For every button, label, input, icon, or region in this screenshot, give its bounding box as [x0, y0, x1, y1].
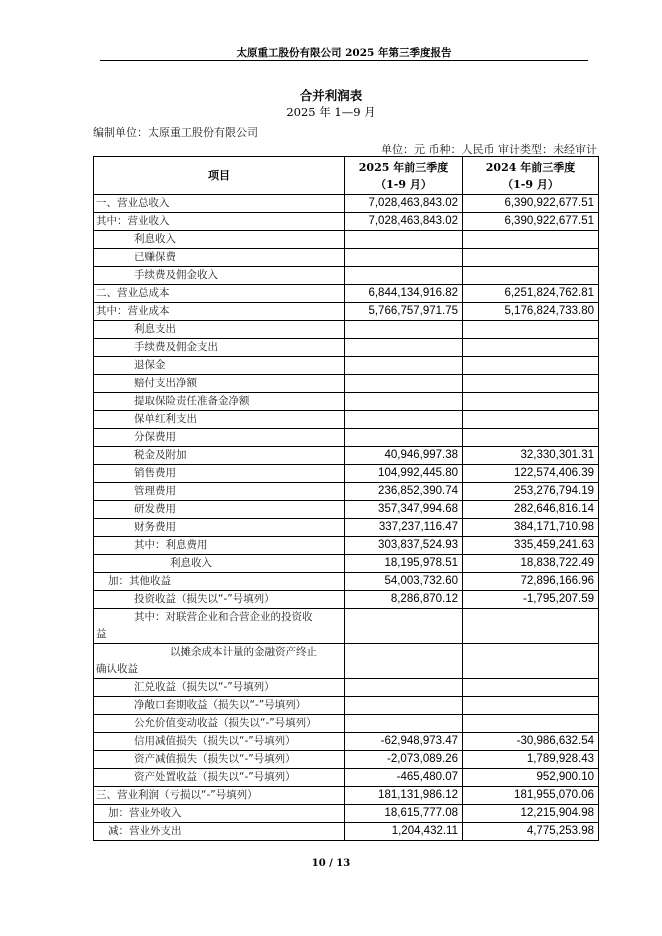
row-value-2025: 181,131,986.12 [345, 787, 463, 805]
row-item-label-line1: 以摊余成本计量的金融资产终止 [170, 646, 317, 658]
row-value-2024: 6,390,922,677.51 [463, 213, 599, 231]
row-item-label: 净敞口套期收益（损失以“-”号填列） [94, 697, 345, 715]
row-item-label: 三、营业利润（亏损以“-”号填列） [94, 787, 345, 805]
row-value-2024: 384,171,710.98 [463, 519, 599, 537]
row-item-label: 退保金 [94, 357, 345, 375]
row-value-2024 [463, 715, 599, 733]
table-row [94, 375, 599, 393]
table-row [94, 231, 599, 249]
row-value-2024 [463, 411, 599, 429]
table-row [94, 679, 599, 697]
row-value-2025 [345, 679, 463, 697]
row-value-2024 [463, 339, 599, 357]
row-value-2024: 4,775,253.98 [463, 823, 599, 841]
row-value-2024 [463, 375, 599, 393]
table-row [94, 465, 599, 483]
row-value-2025 [345, 609, 463, 644]
row-item-label: 利息收入 [94, 555, 345, 573]
row-value-2025: 104,992,445.80 [345, 465, 463, 483]
row-item-label: 研发费用 [94, 501, 345, 519]
row-value-2024 [463, 393, 599, 411]
table-row [94, 249, 599, 267]
row-value-2025: 54,003,732.60 [345, 573, 463, 591]
row-item-label: 财务费用 [94, 519, 345, 537]
table-row [94, 537, 599, 555]
row-item-label: 公允价值变动收益（损失以“-”号填列） [94, 715, 345, 733]
row-item-label [94, 609, 345, 644]
income-statement-table [93, 156, 599, 841]
table-row [94, 644, 599, 679]
row-value-2024: 253,276,794.19 [463, 483, 599, 501]
table-row [94, 213, 599, 231]
table-row [94, 483, 599, 501]
row-item-label: 资产处置收益（损失以“-”号填列） [94, 769, 345, 787]
row-value-2025 [345, 267, 463, 285]
table-row [94, 321, 599, 339]
table-row [94, 357, 599, 375]
row-value-2024: -30,986,632.54 [463, 733, 599, 751]
row-item-label-line1: 其中：对联营企业和合营企业的投资收 [134, 611, 313, 623]
row-item-label: 赔付支出净额 [94, 375, 345, 393]
table-row [94, 447, 599, 465]
row-item-label: 信用减值损失（损失以“-”号填列） [94, 733, 345, 751]
row-value-2025 [345, 249, 463, 267]
statement-period: 2025 年 1—9 月 [286, 105, 376, 119]
header-item-label: 项目 [208, 169, 230, 182]
row-value-2025: 7,028,463,843.02 [345, 213, 463, 231]
table-row [94, 609, 599, 644]
row-value-2024: 5,176,824,733.80 [463, 303, 599, 321]
table-row [94, 805, 599, 823]
row-value-2024 [463, 231, 599, 249]
row-value-2024: 72,896,166.96 [463, 573, 599, 591]
row-value-2024: 282,646,816.14 [463, 501, 599, 519]
header-rule [100, 60, 588, 61]
row-value-2024 [463, 267, 599, 285]
header-2025-line2: （1-9 月） [375, 177, 432, 191]
row-item-label: 已赚保费 [94, 249, 345, 267]
row-item-label: 销售费用 [94, 465, 345, 483]
table-row [94, 769, 599, 787]
row-value-2025: 40,946,997.38 [345, 447, 463, 465]
table-row [94, 501, 599, 519]
row-value-2024 [463, 697, 599, 715]
row-value-2025 [345, 339, 463, 357]
row-item-label: 一、营业总收入 [94, 195, 345, 213]
row-item-label: 手续费及佣金支出 [94, 339, 345, 357]
table-row [94, 519, 599, 537]
row-value-2024: 32,330,301.31 [463, 447, 599, 465]
row-item-label: 其中：营业收入 [94, 213, 345, 231]
table-row [94, 591, 599, 609]
row-value-2025 [345, 429, 463, 447]
row-item-label: 其中：利息费用 [94, 537, 345, 555]
table-row [94, 555, 599, 573]
row-value-2025: -465,480.07 [345, 769, 463, 787]
row-value-2024 [463, 679, 599, 697]
running-header: 太原重工股份有限公司 2025 年第三季度报告 [236, 47, 452, 59]
table-body [94, 195, 599, 841]
row-value-2025: 18,195,978.51 [345, 555, 463, 573]
page-number: 10 / 13 [311, 858, 351, 869]
row-value-2025 [345, 697, 463, 715]
compiling-entity: 编制单位：太原重工股份有限公司 [93, 126, 258, 139]
table-row [94, 697, 599, 715]
row-value-2025: 7,028,463,843.02 [345, 195, 463, 213]
table-row [94, 787, 599, 805]
table-row [94, 411, 599, 429]
row-value-2025: 357,347,994.68 [345, 501, 463, 519]
row-value-2025: 5,766,757,971.75 [345, 303, 463, 321]
row-item-label: 利息收入 [94, 231, 345, 249]
row-value-2024: 6,390,922,677.51 [463, 195, 599, 213]
row-value-2024 [463, 644, 599, 679]
row-item-label: 加：营业外收入 [94, 805, 345, 823]
row-item-label: 其中：营业成本 [94, 303, 345, 321]
row-value-2024: -1,795,207.59 [463, 591, 599, 609]
row-item-label: 减：营业外支出 [94, 823, 345, 841]
row-item-label: 分保费用 [94, 429, 345, 447]
row-value-2024: 335,459,241.63 [463, 537, 599, 555]
row-value-2025: 8,286,870.12 [345, 591, 463, 609]
row-item-label: 税金及附加 [94, 447, 345, 465]
row-value-2024 [463, 357, 599, 375]
row-item-label: 二、营业总成本 [94, 285, 345, 303]
table-row [94, 195, 599, 213]
row-item-label: 汇兑收益（损失以“-”号填列） [94, 679, 345, 697]
row-item-label: 资产减值损失（损失以“-”号填列） [94, 751, 345, 769]
row-value-2024 [463, 249, 599, 267]
row-value-2024: 122,574,406.39 [463, 465, 599, 483]
row-item-label: 投资收益（损失以“-”号填列） [94, 591, 345, 609]
row-value-2024: 952,900.10 [463, 769, 599, 787]
header-2025-line1: 2025 年前三季度 [358, 160, 449, 174]
row-value-2024 [463, 429, 599, 447]
row-value-2024 [463, 321, 599, 339]
row-value-2025 [345, 231, 463, 249]
table-row [94, 715, 599, 733]
statement-title: 合并利润表 [299, 88, 363, 103]
header-2024-line1: 2024 年前三季度 [485, 160, 576, 174]
row-item-label: 保单红利支出 [94, 411, 345, 429]
row-value-2024: 6,251,824,762.81 [463, 285, 599, 303]
row-item-label-line2: 确认收益 [96, 663, 138, 675]
table-row [94, 339, 599, 357]
row-value-2025: -62,948,973.47 [345, 733, 463, 751]
header-2024 [463, 157, 599, 195]
row-value-2025: 337,237,116.47 [345, 519, 463, 537]
unit-currency-audit-line: 单位：元 币种：人民币 审计类型：未经审计 [381, 143, 597, 156]
row-item-label: 管理费用 [94, 483, 345, 501]
row-value-2025: 303,837,524.93 [345, 537, 463, 555]
row-value-2025: -2,073,089.26 [345, 751, 463, 769]
row-value-2024: 1,789,928.43 [463, 751, 599, 769]
table-row [94, 285, 599, 303]
table-row [94, 393, 599, 411]
row-value-2025 [345, 393, 463, 411]
table-row [94, 573, 599, 591]
row-value-2024: 12,215,904.98 [463, 805, 599, 823]
row-value-2024: 18,838,722.49 [463, 555, 599, 573]
header-item [94, 157, 345, 195]
row-item-label [94, 644, 345, 679]
row-value-2025 [345, 357, 463, 375]
row-value-2024 [463, 609, 599, 644]
header-2025 [345, 157, 463, 195]
row-value-2025: 6,844,134,916.82 [345, 285, 463, 303]
table-header-row [94, 157, 599, 195]
row-item-label: 手续费及佣金收入 [94, 267, 345, 285]
row-value-2025 [345, 321, 463, 339]
row-item-label: 利息支出 [94, 321, 345, 339]
row-value-2025: 236,852,390.74 [345, 483, 463, 501]
table-row [94, 733, 599, 751]
table-row [94, 267, 599, 285]
row-item-label-line2: 益 [96, 628, 107, 640]
row-value-2025 [345, 644, 463, 679]
header-2024-line2: （1-9 月） [502, 177, 559, 191]
row-value-2025 [345, 411, 463, 429]
row-value-2025: 18,615,777.08 [345, 805, 463, 823]
row-value-2024: 181,955,070.06 [463, 787, 599, 805]
table-row [94, 751, 599, 769]
row-value-2025: 1,204,432.11 [345, 823, 463, 841]
table-row [94, 303, 599, 321]
row-item-label: 提取保险责任准备金净额 [94, 393, 345, 411]
table-row [94, 823, 599, 841]
row-value-2025 [345, 715, 463, 733]
row-value-2025 [345, 375, 463, 393]
table-row [94, 429, 599, 447]
row-item-label: 加：其他收益 [94, 573, 345, 591]
